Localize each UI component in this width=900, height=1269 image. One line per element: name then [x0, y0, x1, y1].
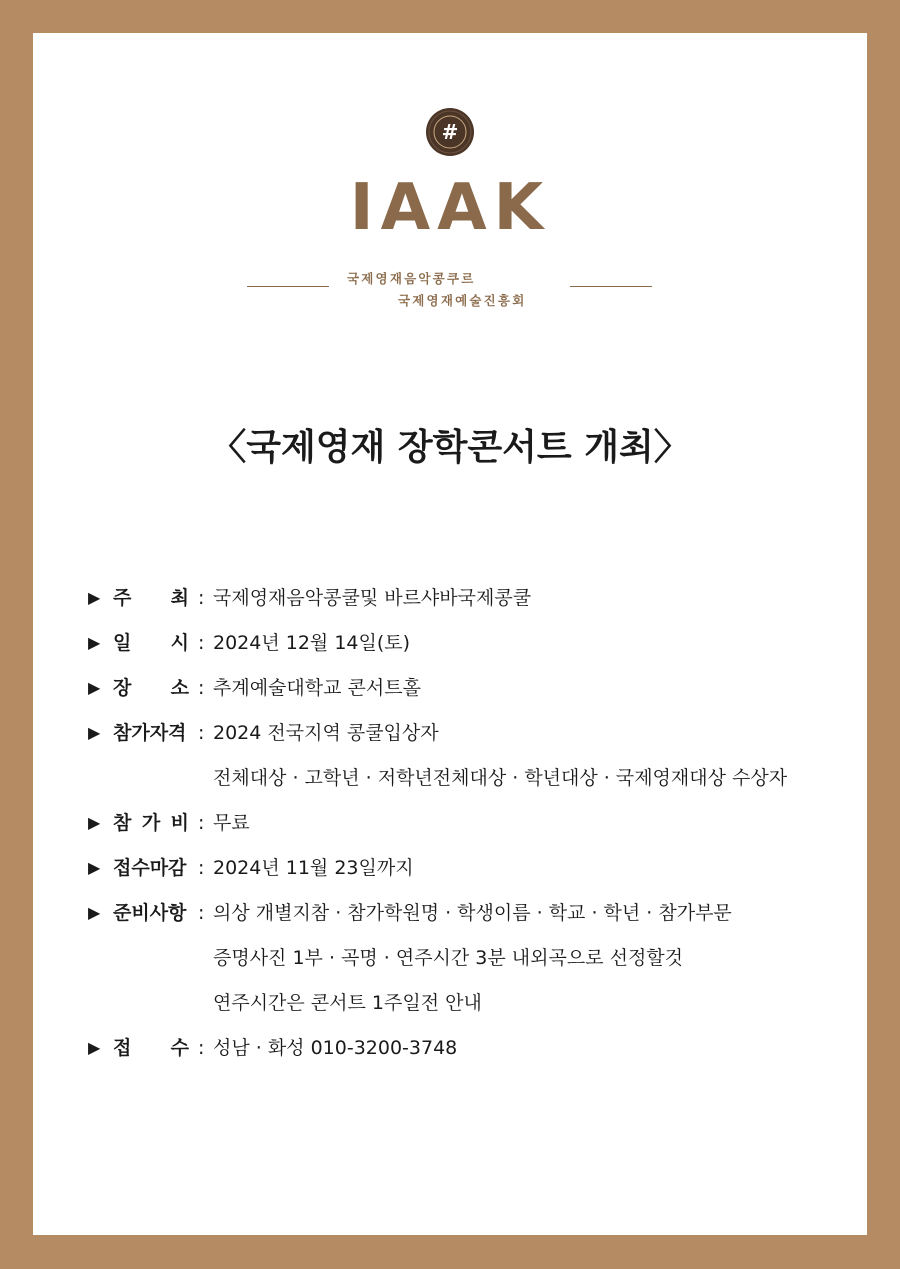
document-page [33, 33, 867, 1235]
iaak-badge-logo [425, 107, 475, 157]
detail-value: 의상 개별지참 · 참가학원명 · 학생이름 · 학교 · 학년 · 참가부문 [213, 902, 732, 924]
bullet-arrow-icon: ▶ [88, 813, 101, 832]
bullet-arrow-icon: ▶ [88, 858, 101, 877]
detail-label-part: 가 [141, 812, 161, 834]
detail-label [113, 1036, 189, 1060]
detail-row [88, 716, 858, 761]
detail-label [113, 676, 189, 700]
detail-label-part: 참 [113, 812, 132, 834]
detail-label [113, 631, 189, 655]
detail-row [88, 1031, 858, 1076]
detail-value: 전체대상 · 고학년 · 저학년전체대상 · 학년대상 · 국제영재대상 수상자 [213, 767, 788, 789]
detail-label [113, 721, 189, 745]
detail-label-part: 준비사항 [113, 902, 187, 924]
detail-label-part: 접 [113, 1037, 132, 1059]
detail-colon: : [198, 677, 205, 699]
bullet-arrow-icon: ▶ [88, 588, 101, 607]
detail-label-part: 수 [170, 1037, 189, 1059]
detail-value: 성남 · 화성 010-3200-3748 [213, 1037, 458, 1059]
detail-label [113, 856, 189, 880]
detail-label-part: 소 [170, 677, 189, 699]
detail-label-part: 최 [170, 587, 189, 609]
detail-row [88, 581, 858, 626]
detail-label [113, 586, 189, 610]
page-title: 〈국제영재 장학콘서트 개최〉 [210, 427, 690, 468]
detail-colon: : [198, 1037, 205, 1059]
detail-value: 2024년 11월 23일까지 [213, 857, 414, 879]
detail-value: 증명사진 1부 · 곡명 · 연주시간 3분 내외곡으로 선정할것 [213, 947, 684, 969]
org-name-line1: 국제영재음악콩쿠르 [347, 271, 476, 286]
bullet-arrow-icon: ▶ [88, 903, 101, 922]
divider-right [570, 286, 652, 287]
detail-value: 연주시간은 콘서트 1주일전 안내 [213, 992, 482, 1014]
detail-label-part: 장 [113, 677, 132, 699]
detail-value: 무료 [213, 812, 250, 834]
detail-row [88, 806, 858, 851]
event-details [88, 581, 858, 1076]
detail-colon: : [198, 722, 205, 744]
detail-row [88, 671, 858, 716]
divider-left [247, 286, 329, 287]
bullet-arrow-icon: ▶ [88, 1038, 101, 1057]
detail-value: 국제영재음악콩쿨및 바르샤바국제콩쿨 [213, 587, 532, 609]
org-name-line2: 국제영재예술진흥회 [398, 293, 527, 308]
detail-row [88, 986, 858, 1031]
brand-logo: IAAK [349, 171, 551, 245]
bullet-arrow-icon: ▶ [88, 723, 101, 742]
detail-label-part: 일 [113, 632, 132, 654]
detail-label-part: 접수마감 [113, 857, 187, 879]
detail-colon: : [198, 857, 205, 879]
detail-colon: : [198, 812, 205, 834]
detail-label-part: 주 [113, 587, 132, 609]
detail-label [113, 901, 189, 925]
detail-row [88, 851, 858, 896]
bullet-arrow-icon: ▶ [88, 678, 101, 697]
detail-row [88, 941, 858, 986]
detail-value: 추계예술대학교 콘서트홀 [213, 677, 421, 699]
detail-row [88, 626, 858, 671]
detail-label-part: 참가자격 [113, 722, 187, 744]
svg-text:#: # [441, 120, 459, 144]
detail-value: 2024 전국지역 콩쿨입상자 [213, 722, 439, 744]
detail-row [88, 896, 858, 941]
detail-colon: : [198, 902, 205, 924]
detail-value: 2024년 12월 14일(토) [213, 632, 411, 654]
detail-colon: : [198, 632, 205, 654]
detail-label [113, 811, 189, 835]
detail-colon: : [198, 587, 205, 609]
detail-label-part: 비 [170, 812, 189, 834]
detail-label-part: 시 [170, 632, 189, 654]
bullet-arrow-icon: ▶ [88, 633, 101, 652]
detail-row [88, 761, 858, 806]
